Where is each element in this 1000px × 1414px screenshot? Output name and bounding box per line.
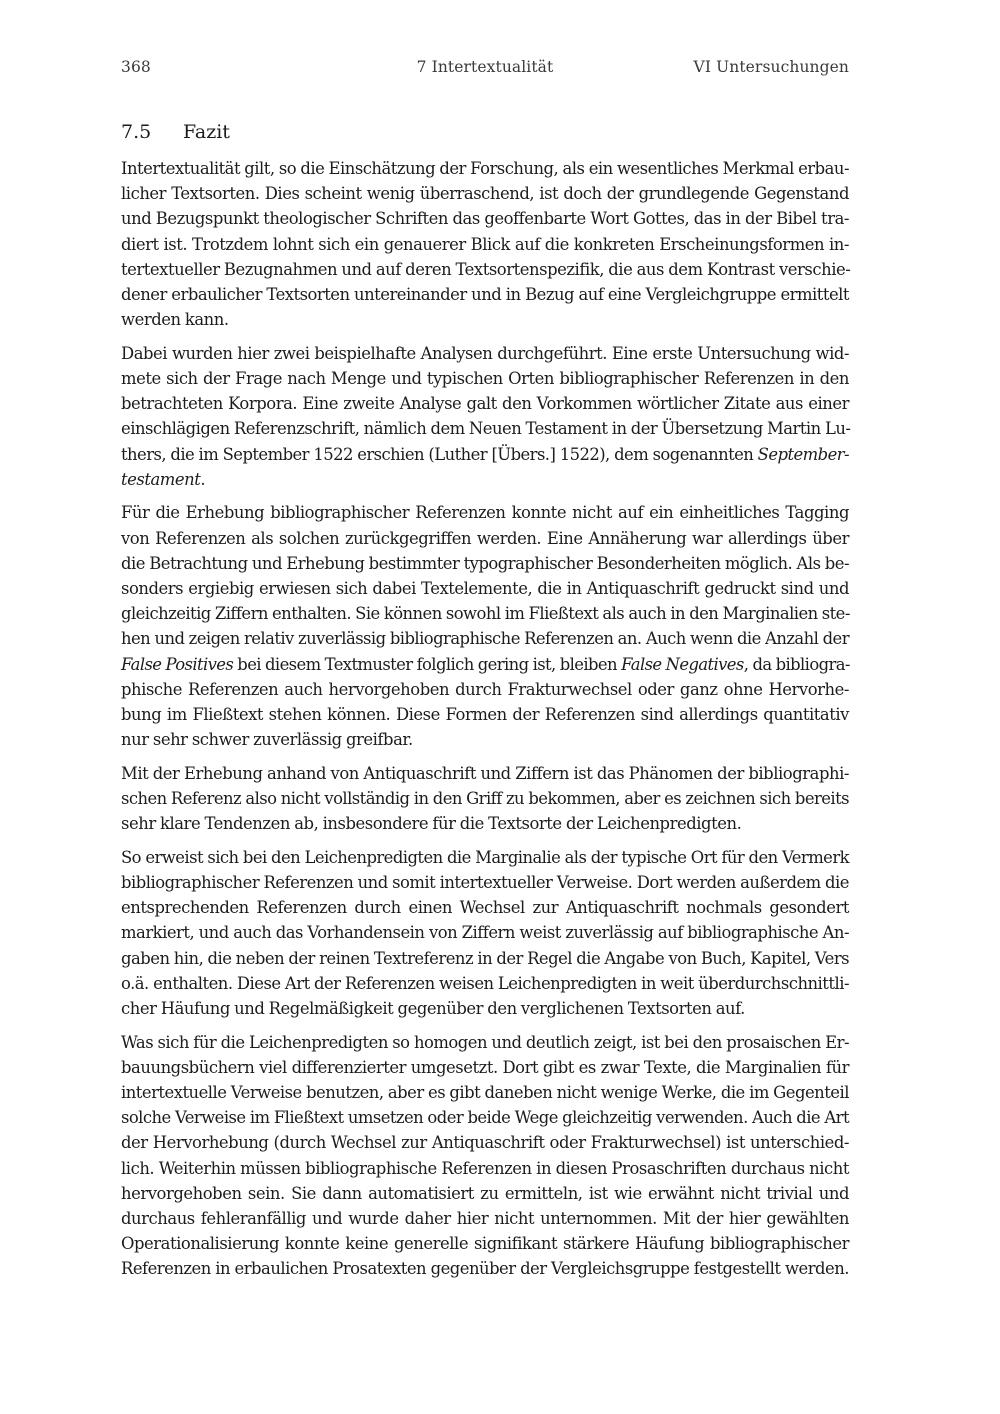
- text-line: einschlägigen Referenzschrift, nämlich dem Neuen Testament in der Übersetzung Martin Lu-: [121, 419, 851, 439]
- section-number: 7.5: [121, 121, 152, 143]
- text-line: sehr klare Tendenzen ab, insbesondere für die Textsorte der Leichenpredigten.: [121, 814, 742, 834]
- text-line: gleichzeitig Ziffern enthalten. Sie können sowohl im Fließtext als auch in den Marginalien ste-: [121, 604, 850, 624]
- text-line: licher Textsorten. Dies scheint wenig überraschend, ist doch der grundlegende Gegenstand: [121, 184, 849, 204]
- running-head-chapter: 7 Intertextualität: [416, 58, 554, 76]
- text-line: hen und zeigen relativ zuverlässig bibliographische Referenzen an. Auch wenn die Anzahl der: [121, 629, 849, 649]
- text-line: werden kann.: [121, 310, 229, 330]
- text-line: gaben hin, die neben der reinen Textreferenz in der Regel die Angabe von Buch, Kapitel, Vers: [121, 948, 850, 968]
- text-line: schen Referenz also nicht vollständig in den Griff zu bekommen, aber es zeichnen sich bereits: [121, 789, 849, 808]
- text-run: .: [200, 469, 206, 489]
- italic-term: False Positives: [121, 654, 234, 674]
- text-line: lich. Weiterhin müssen bibliographische Referenzen in diesen Prosaschriften durchaus nicht: [121, 1158, 849, 1178]
- text-line: sonders ergiebig erwiesen sich dabei Textelemente, die in Antiquaschrift gedruckt sind und: [121, 579, 849, 598]
- italic-term: testament: [121, 469, 201, 489]
- text-line: Operationalisierung konnte keine generelle signifikant stärkere Häufung bibliographischer: [121, 1234, 849, 1254]
- text-line: cher Häufung und Regelmäßigkeit gegenüber den verglichenen Textsorten auf.: [121, 999, 745, 1018]
- text-line: Für die Erhebung bibliographischer Referenzen konnte nicht auf ein einheitliches Tagging: [121, 503, 849, 523]
- text-line: der Hervorhebung (durch Wechsel zur Antiquaschrift oder Frakturwechsel) ist unterschied-: [121, 1133, 849, 1153]
- text-line: bung im Fließtext stehen können. Diese Formen der Referenzen sind allerdings quantitativ: [121, 704, 849, 724]
- text-run: , da bibliogra-: [743, 654, 850, 674]
- text-line: und Bezugspunkt theologischer Schriften das geoffenbarte Wort Gottes, das in der Bibel tra-: [121, 209, 849, 229]
- text-line: markiert, und auch das Vorhandensein von Ziffern weist zuverlässig auf bibliographische An-: [121, 923, 849, 943]
- paragraph-4: [121, 761, 849, 837]
- text-line: [121, 442, 849, 467]
- paragraph-1: [121, 156, 849, 332]
- text-line: durchaus fehleranfällig und wurde daher hier nicht unternommen. Mit der hier gewählten: [121, 1209, 849, 1228]
- paragraph-6: [121, 1030, 849, 1282]
- text-line: bauungsbüchern viel differenzierter umgesetzt. Dort gibt es zwar Texte, die Marginalien für: [121, 1057, 849, 1077]
- text-line: diert ist. Trotzdem lohnt sich ein genauerer Blick auf die konkreten Erscheinungsformen in-: [121, 234, 849, 254]
- section-heading: [121, 121, 230, 143]
- text-line: Intertextualität gilt, so die Einschätzung der Forschung, als ein wesentliches Merkmal erbau-: [121, 159, 849, 178]
- running-head-part: VI Untersuchungen: [693, 58, 849, 76]
- text-line: Mit der Erhebung anhand von Antiquaschrift und Ziffern ist das Phänomen der bibliographi-: [121, 763, 849, 783]
- text-line: hervorgehoben sein. Sie dann automatisiert zu ermitteln, ist wie erwähnt nicht trivial und: [121, 1183, 849, 1203]
- paragraph-3: [121, 500, 849, 752]
- text-line: So erweist sich bei den Leichenpredigten die Marginalie als der typische Ort für den Vermerk: [121, 847, 849, 867]
- text-line: bibliographischer Referenzen und somit intertextueller Verweise. Dort werden außerdem die: [121, 873, 849, 893]
- italic-term: September-: [757, 444, 849, 464]
- running-head: [121, 58, 849, 82]
- text-line: phische Referenzen auch hervorgehoben durch Frakturwechsel oder ganz ohne Hervorhe-: [121, 679, 849, 699]
- paragraph-2: [121, 341, 849, 492]
- text-line: entsprechenden Referenzen durch einen Wechsel zur Antiquaschrift nochmals gesondert: [121, 898, 849, 918]
- text-line: [121, 467, 849, 492]
- text-line: Referenzen in erbaulichen Prosatexten gegenüber der Vergleichsgruppe festgestellt werden.: [121, 1259, 849, 1279]
- text-line: solche Verweise im Fließtext umsetzen oder beide Wege gleichzeitig verwenden. Auch die Art: [121, 1108, 849, 1128]
- text-run: thers, die im September 1522 erschien (Luther [Übers.] 1522), dem sogenannten: [121, 444, 758, 464]
- text-line: Was sich für die Leichenpredigten so homogen und deutlich zeigt, ist bei den prosaischen Er-: [121, 1032, 849, 1052]
- text-line: Dabei wurden hier zwei beispielhafte Analysen durchgeführt. Eine erste Untersuchung wid-: [121, 343, 849, 363]
- section-title: Fazit: [183, 121, 230, 143]
- text-line: [121, 652, 849, 677]
- page-number: 368: [121, 58, 151, 76]
- italic-term: False Negatives: [621, 654, 744, 674]
- text-run: bei diesem Textmuster folglich gering ist, bleiben: [233, 654, 622, 674]
- text-line: mete sich der Frage nach Menge und typischen Orten bibliographischer Referenzen in den: [121, 369, 849, 388]
- text-line: die Betrachtung und Erhebung bestimmter typographischer Besonderheiten möglich. Als be-: [121, 553, 849, 573]
- text-line: betrachteten Korpora. Eine zweite Analyse galt den Vorkommen wörtlicher Zitate aus einer: [121, 394, 849, 414]
- text-line: von Referenzen als solchen zurückgegriffen werden. Eine Annäherung war allerdings über: [121, 528, 849, 548]
- text-line: dener erbaulicher Textsorten untereinander und in Bezug auf eine Vergleichgruppe ermittelt: [121, 284, 849, 304]
- text-line: o.ä. enthalten. Diese Art der Referenzen weisen Leichenpredigten in weit überdurchschnittli-: [121, 973, 849, 993]
- text-line: nur sehr schwer zuverlässig greifbar.: [121, 730, 413, 750]
- paragraph-5: [121, 845, 849, 1021]
- body-text: [121, 156, 849, 1290]
- text-line: tertextueller Bezugnahmen und auf deren Textsortenspezifik, die aus dem Kontrast verschie-: [121, 259, 851, 279]
- text-line: intertextuelle Verweise benutzen, aber es gibt daneben nicht wenige Werke, die im Gegenteil: [121, 1083, 849, 1103]
